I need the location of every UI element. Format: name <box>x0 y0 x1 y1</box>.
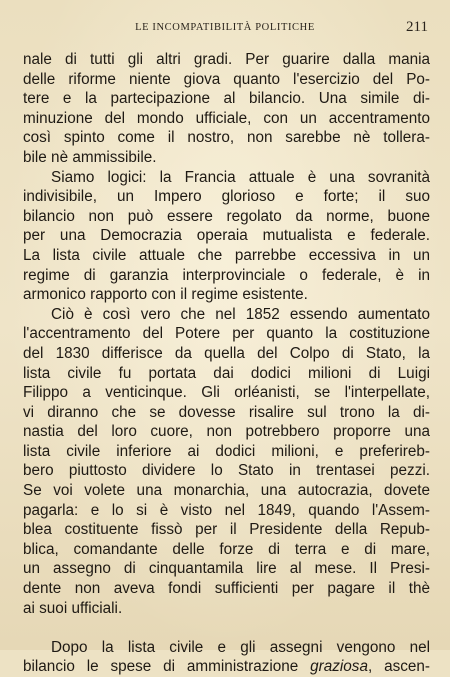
italic-word: graziosa <box>310 658 368 676</box>
text-line: Dopo la lista civile e gli assegni vengono nel <box>51 638 430 656</box>
text-line: per una Democrazia operaia mutualista e federale. <box>23 227 430 245</box>
text-line: Filippo a venticinque. Gli orléanisti, se l'interpellate, <box>23 384 430 402</box>
text-line: bile nè ammissibile. <box>23 148 157 166</box>
text-line: regime di garanzia interprovinciale o federale, è in <box>23 266 430 284</box>
text-line: blea costituente fissò per il Presidente della Repub- <box>23 521 430 539</box>
text-line: minuzione del mondo ufficiale, con un accentramento <box>23 109 430 127</box>
body-text <box>23 50 430 677</box>
text-line: Ciò è così vero che nel 1852 essendo aumentato <box>51 305 430 323</box>
text-line: l'accentramento del Potere per quanto la costituzione <box>23 325 430 343</box>
text-line: indivisibile, un Impero glorioso e forte; il suo <box>23 188 430 206</box>
text-line: Se voi volete una monarchia, una autocrazia, dovete <box>23 482 430 500</box>
text-line: dente non aveva fondi sufficienti per pagare il thè <box>23 580 430 598</box>
text-line: pagarla: e lo si è visto nel 1849, quando l'Assem- <box>23 501 430 519</box>
page-number: 211 <box>406 19 428 35</box>
text-line: armonico rapporto con il regime esistente. <box>23 286 308 304</box>
text-line: Siamo logici: la Francia attuale è una sovranità <box>51 168 430 186</box>
text-line: ai suoi ufficiali. <box>23 599 123 617</box>
text-line: nastia del loro cuore, non potrebbero proporre una <box>23 423 430 441</box>
paragraph-gap <box>23 618 430 638</box>
text-line: La lista civile attuale che parrebbe eccessiva in un <box>23 246 430 264</box>
text-line: bilancio non può essere regolato da norme, buone <box>23 207 430 225</box>
text-line: blica, comandante delle forze di terra e di mare, <box>23 540 430 558</box>
running-title: LE INCOMPATIBILITÀ POLITICHE <box>135 22 315 33</box>
text-line: bero piuttosto dividere lo Stato in trentasei pezzi. <box>23 462 430 480</box>
page-header <box>0 18 450 40</box>
text-line: delle riforme niente giova quanto l'esercizio del Po- <box>23 70 430 88</box>
text-line: così spinto come il nostro, non sarebbe nè tollera- <box>23 129 430 147</box>
text-line: vi diranno che se dovesse risalire sul trono la di- <box>23 403 430 421</box>
text-line: del 1830 differisce da quella del Colpo di Stato, la <box>23 344 430 362</box>
text-run: , ascen- <box>367 658 430 676</box>
text-line: lista civile inferiore ai dodici milioni, e preferireb- <box>23 442 430 460</box>
text-run: bilancio le spese di amministrazione <box>23 658 311 676</box>
text-line: un assegno di cinquantamila lire al mese. Il Presi- <box>23 560 430 578</box>
text-line: nale di tutti gli altri gradi. Per guarire dalla mania <box>23 51 430 68</box>
text-line <box>23 657 430 677</box>
text-line: lista civile fu portata dai dodici milioni di Luigi <box>23 364 430 382</box>
text-line: tere e la partecipazione al bilancio. Una simile di- <box>23 90 430 108</box>
